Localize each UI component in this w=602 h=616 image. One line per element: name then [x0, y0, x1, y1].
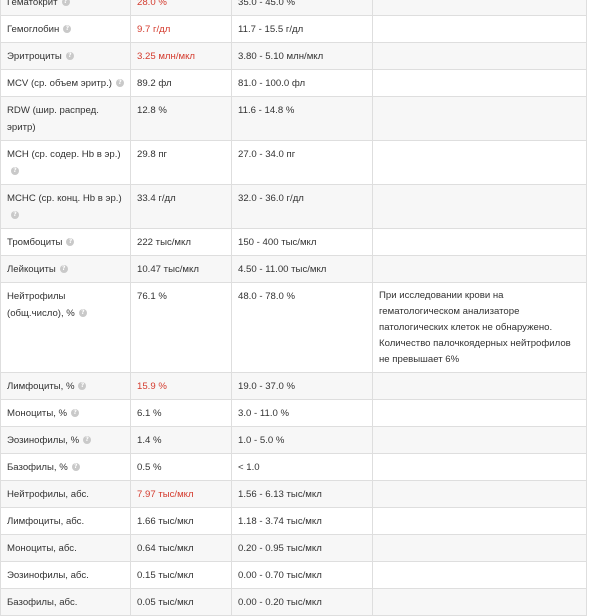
reference-range: 11.7 - 15.5 г/дл	[232, 16, 373, 43]
info-icon[interactable]: ?	[62, 0, 70, 6]
test-name: Гематокрит	[7, 0, 58, 8]
table-row	[1, 589, 587, 616]
table-row	[1, 508, 587, 535]
comment-cell	[373, 400, 587, 427]
test-name-cell	[1, 373, 131, 400]
test-name-cell	[1, 229, 131, 256]
reference-range: 4.50 - 11.00 тыс/мкл	[232, 256, 373, 283]
result-value: 9.7 г/дл	[131, 16, 232, 43]
reference-range: 3.0 - 11.0 %	[232, 400, 373, 427]
table-row	[1, 427, 587, 454]
table-row	[1, 535, 587, 562]
test-name-cell	[1, 141, 131, 185]
table-row	[1, 256, 587, 283]
comment-cell	[373, 97, 587, 141]
table-row	[1, 70, 587, 97]
comment-cell	[373, 481, 587, 508]
test-name: RDW (шир. распред. эритр)	[7, 105, 99, 133]
test-name-cell	[1, 589, 131, 616]
test-name-cell	[1, 256, 131, 283]
table-row	[1, 97, 587, 141]
result-value: 0.15 тыс/мкл	[131, 562, 232, 589]
comment-cell	[373, 562, 587, 589]
test-name-cell	[1, 16, 131, 43]
test-name-cell	[1, 454, 131, 481]
comment-cell	[373, 185, 587, 229]
result-value: 3.25 млн/мкл	[131, 43, 232, 70]
result-value: 0.64 тыс/мкл	[131, 535, 232, 562]
result-value: 0.5 %	[131, 454, 232, 481]
reference-range: 48.0 - 78.0 %	[232, 283, 373, 373]
comment-cell	[373, 229, 587, 256]
comment-cell	[373, 454, 587, 481]
comment-cell	[373, 70, 587, 97]
test-name: Лимфоциты, %	[7, 381, 75, 392]
table-row	[1, 481, 587, 508]
test-name: MCV (ср. объем эритр.)	[7, 78, 112, 89]
test-name: Гемоглобин	[7, 24, 60, 35]
reference-range: 0.00 - 0.70 тыс/мкл	[232, 562, 373, 589]
table-row	[1, 373, 587, 400]
test-name: Нейтрофилы, абс.	[7, 489, 89, 500]
result-value: 6.1 %	[131, 400, 232, 427]
test-name: Тромбоциты	[7, 237, 63, 248]
reference-range: 150 - 400 тыс/мкл	[232, 229, 373, 256]
reference-range: 1.18 - 3.74 тыс/мкл	[232, 508, 373, 535]
reference-range: 0.00 - 0.20 тыс/мкл	[232, 589, 373, 616]
result-value: 15.9 %	[131, 373, 232, 400]
table-row	[1, 141, 587, 185]
reference-range: 35.0 - 45.0 %	[232, 0, 373, 16]
table-row	[1, 0, 587, 16]
comment-cell	[373, 283, 587, 373]
result-value: 7.97 тыс/мкл	[131, 481, 232, 508]
info-icon[interactable]: ?	[63, 25, 71, 33]
comment-text: При исследовании крови на гематологическом анализаторе патологических клеток не обнаружено. Количество палочкоядерных нейтрофилов не превышает 6%	[379, 290, 571, 365]
test-name-cell	[1, 481, 131, 508]
reference-range: 27.0 - 34.0 пг	[232, 141, 373, 185]
table-row	[1, 454, 587, 481]
table-row	[1, 43, 587, 70]
info-icon[interactable]: ?	[11, 211, 19, 219]
reference-range: 3.80 - 5.10 млн/мкл	[232, 43, 373, 70]
comment-cell	[373, 373, 587, 400]
comment-cell	[373, 508, 587, 535]
comment-cell	[373, 0, 587, 16]
result-value: 28.0 %	[131, 0, 232, 16]
test-name: Моноциты, %	[7, 408, 68, 419]
test-name-cell	[1, 0, 131, 16]
result-value: 29.8 пг	[131, 141, 232, 185]
table-row	[1, 16, 587, 43]
comment-cell	[373, 43, 587, 70]
test-name: Эритроциты	[7, 51, 62, 62]
result-value: 0.05 тыс/мкл	[131, 589, 232, 616]
test-name-cell	[1, 283, 131, 373]
info-icon[interactable]: ?	[83, 436, 91, 444]
test-name: Эозинофилы, абс.	[7, 570, 89, 581]
info-icon[interactable]: ?	[66, 238, 74, 246]
test-name-cell	[1, 43, 131, 70]
result-value: 1.66 тыс/мкл	[131, 508, 232, 535]
test-name-cell	[1, 508, 131, 535]
comment-cell	[373, 256, 587, 283]
test-name-cell	[1, 97, 131, 141]
table-row	[1, 185, 587, 229]
test-name: Лимфоциты, абс.	[7, 516, 85, 527]
test-name: MCH (ср. содер. Hb в эр.)	[7, 149, 121, 160]
result-value: 12.8 %	[131, 97, 232, 141]
result-value: 33.4 г/дл	[131, 185, 232, 229]
info-icon[interactable]: ?	[72, 463, 80, 471]
reference-range: 1.56 - 6.13 тыс/мкл	[232, 481, 373, 508]
info-icon[interactable]: ?	[11, 167, 19, 175]
info-icon[interactable]: ?	[66, 52, 74, 60]
comment-cell	[373, 589, 587, 616]
test-name: Лейкоциты	[7, 264, 56, 275]
test-name-cell	[1, 535, 131, 562]
comment-cell	[373, 141, 587, 185]
info-icon[interactable]: ?	[116, 79, 124, 87]
reference-range: 11.6 - 14.8 %	[232, 97, 373, 141]
test-name-cell	[1, 427, 131, 454]
reference-range: < 1.0	[232, 454, 373, 481]
test-name-cell	[1, 562, 131, 589]
lab-results-body	[1, 0, 587, 616]
result-value: 1.4 %	[131, 427, 232, 454]
comment-cell	[373, 16, 587, 43]
result-value: 89.2 фл	[131, 70, 232, 97]
table-row	[1, 229, 587, 256]
table-row	[1, 400, 587, 427]
reference-range: 81.0 - 100.0 фл	[232, 70, 373, 97]
test-name: Моноциты, абс.	[7, 543, 77, 554]
info-icon[interactable]: ?	[79, 309, 87, 317]
test-name: MCHC (ср. конц. Hb в эр.)	[7, 193, 122, 204]
reference-range: 19.0 - 37.0 %	[232, 373, 373, 400]
result-value: 222 тыс/мкл	[131, 229, 232, 256]
result-value: 10.47 тыс/мкл	[131, 256, 232, 283]
result-value: 76.1 %	[131, 283, 232, 373]
test-name: Базофилы, %	[7, 462, 68, 473]
test-name: Базофилы, абс.	[7, 597, 78, 608]
table-row	[1, 283, 587, 373]
info-icon[interactable]: ?	[78, 382, 86, 390]
comment-cell	[373, 535, 587, 562]
info-icon[interactable]: ?	[60, 265, 68, 273]
table-row	[1, 562, 587, 589]
test-name: Нейтрофилы (общ.число), %	[7, 291, 75, 319]
reference-range: 32.0 - 36.0 г/дл	[232, 185, 373, 229]
comment-cell	[373, 427, 587, 454]
test-name: Эозинофилы, %	[7, 435, 80, 446]
test-name-cell	[1, 70, 131, 97]
reference-range: 0.20 - 0.95 тыс/мкл	[232, 535, 373, 562]
info-icon[interactable]: ?	[71, 409, 79, 417]
test-name-cell	[1, 400, 131, 427]
test-name-cell	[1, 185, 131, 229]
reference-range: 1.0 - 5.0 %	[232, 427, 373, 454]
